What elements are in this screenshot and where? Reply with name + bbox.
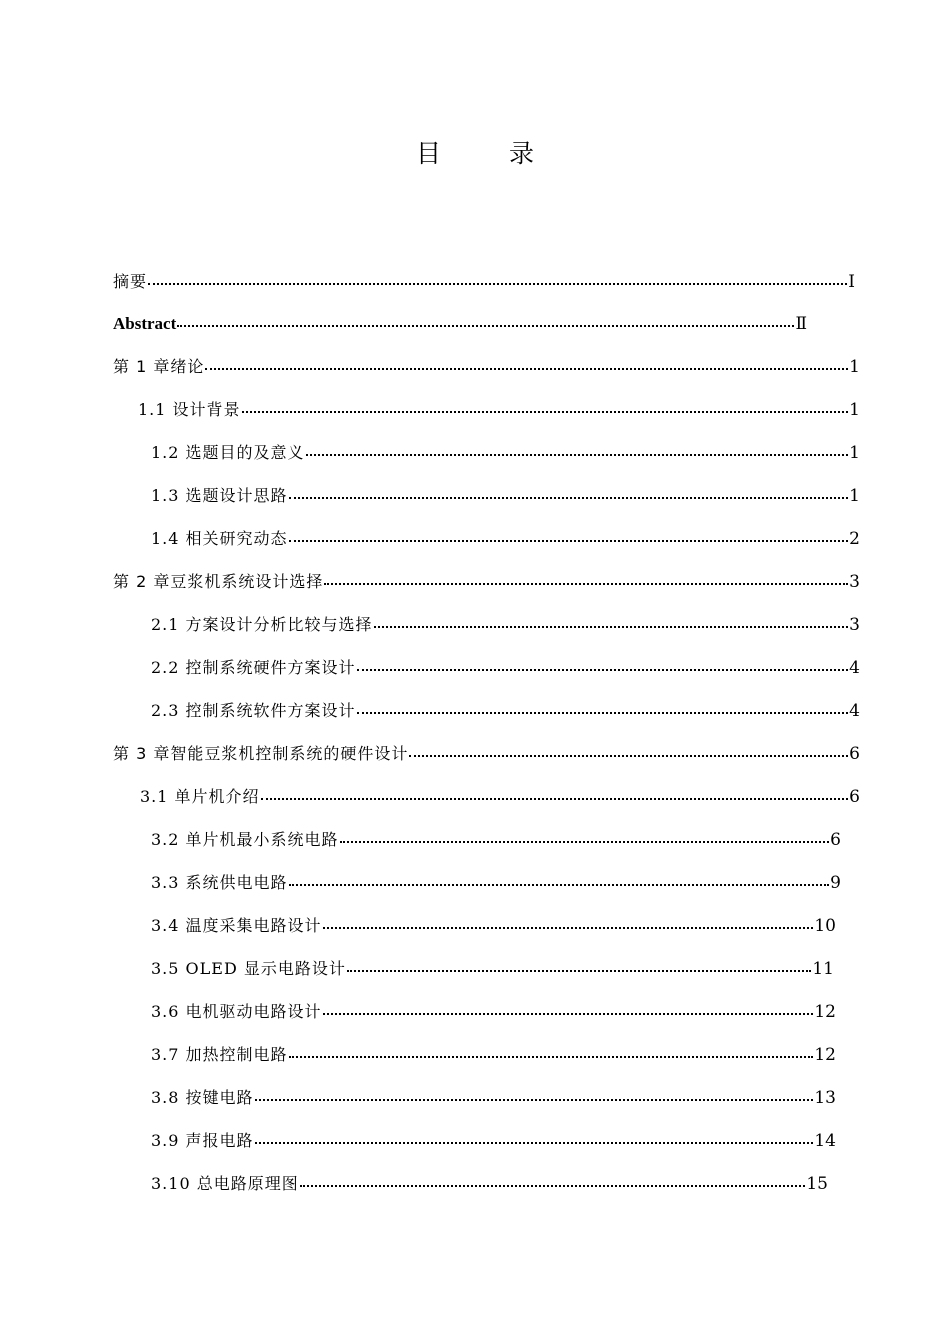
toc-entry-chapter-3[interactable] [113, 743, 860, 765]
toc-leader [300, 1175, 806, 1189]
toc-label: 3.4 温度采集电路设计 [151, 916, 322, 935]
toc-page-number: Ⅱ [795, 314, 807, 334]
toc-page-number: 3 [849, 615, 860, 635]
toc-page-number: Ⅰ [848, 272, 855, 292]
toc-leader [289, 1046, 814, 1060]
toc-label: Abstract [113, 314, 177, 333]
toc-label: 第 1 章绪论 [113, 357, 205, 376]
toc-leader [177, 315, 794, 329]
toc-page-number: 15 [806, 1174, 828, 1194]
toc-entry-3-9[interactable] [151, 1130, 836, 1152]
toc-leader [409, 745, 848, 759]
toc-label: 3.8 按键电路 [151, 1088, 254, 1107]
toc-label: 1.2 选题目的及意义 [151, 443, 305, 462]
toc-leader [323, 917, 814, 931]
toc-label: 3.7 加热控制电路 [151, 1045, 288, 1064]
toc-page-number: 6 [849, 744, 860, 764]
toc-page-number: 6 [830, 830, 841, 850]
toc-label: 3.10 总电路原理图 [151, 1174, 299, 1193]
toc-entry-3-10[interactable] [151, 1173, 828, 1195]
toc-label: 3.3 系统供电电路 [151, 873, 288, 892]
toc-entry-3-4[interactable] [151, 915, 836, 937]
toc-label: 摘要 [113, 272, 148, 291]
toc-entry-abstract-cn[interactable] [113, 271, 855, 293]
toc-entry-1-3[interactable] [151, 485, 860, 507]
toc-leader [148, 273, 847, 287]
toc-page-number: 1 [849, 443, 860, 463]
toc-page-number: 13 [814, 1088, 836, 1108]
toc-label: 2.2 控制系统硬件方案设计 [151, 658, 356, 677]
page-title: 目 录 [416, 139, 564, 168]
toc-label: 3.5 OLED 显示电路设计 [151, 959, 346, 978]
toc-leader [289, 530, 849, 544]
toc-entry-3-2[interactable] [151, 829, 841, 851]
toc-entry-3-7[interactable] [151, 1044, 836, 1066]
toc-leader [261, 788, 849, 802]
toc-page-number: 14 [814, 1131, 836, 1151]
toc-entry-3-6[interactable] [151, 1001, 836, 1023]
toc-label: 第 3 章智能豆浆机控制系统的硬件设计 [113, 744, 409, 763]
toc-leader [205, 358, 848, 372]
toc-page-number: 4 [849, 658, 860, 678]
toc-entry-abstract-en[interactable] [113, 313, 807, 335]
toc-page-number: 12 [814, 1002, 836, 1022]
toc-page-number: 4 [849, 701, 860, 721]
toc-page-number: 10 [814, 916, 836, 936]
toc-entry-3-1[interactable] [140, 786, 860, 808]
toc-label: 1.3 选题设计思路 [151, 486, 288, 505]
toc-entry-chapter-2[interactable] [113, 571, 860, 593]
toc-entry-3-3[interactable] [151, 872, 841, 894]
toc-leader [347, 960, 811, 974]
toc-leader [357, 659, 849, 673]
toc-label: 1.1 设计背景 [138, 400, 241, 419]
toc-label: 第 2 章豆浆机系统设计选择 [113, 572, 324, 591]
toc-leader [255, 1089, 814, 1103]
toc-label: 2.1 方案设计分析比较与选择 [151, 615, 373, 634]
toc-entry-1-4[interactable] [151, 528, 860, 550]
toc-entry-1-1[interactable] [138, 399, 860, 421]
toc-leader [289, 487, 849, 501]
toc-page-number: 6 [849, 787, 860, 807]
toc-leader [306, 444, 849, 458]
toc-entry-2-3[interactable] [151, 700, 860, 722]
toc-leader [323, 1003, 814, 1017]
toc-page-number: 3 [849, 572, 860, 592]
toc-entry-2-1[interactable] [151, 614, 860, 636]
toc-leader [374, 616, 849, 630]
toc-page-number: 11 [812, 959, 834, 979]
toc-leader [324, 573, 848, 587]
toc-entry-3-8[interactable] [151, 1087, 836, 1109]
toc-page-number: 12 [814, 1045, 836, 1065]
toc-label: 3.1 单片机介绍 [140, 787, 260, 806]
toc-label: 3.9 声报电路 [151, 1131, 254, 1150]
toc-entry-chapter-1[interactable] [113, 356, 860, 378]
toc-label: 2.3 控制系统软件方案设计 [151, 701, 356, 720]
toc-leader [357, 702, 849, 716]
toc-page-number: 1 [849, 357, 860, 377]
toc-page-number: 1 [849, 400, 860, 420]
toc-leader [289, 874, 830, 888]
toc-label: 3.6 电机驱动电路设计 [151, 1002, 322, 1021]
toc-leader [340, 831, 830, 845]
toc-entry-2-2[interactable] [151, 657, 860, 679]
toc-entry-1-2[interactable] [151, 442, 860, 464]
toc-page-number: 9 [830, 873, 841, 893]
toc-page-number: 1 [849, 486, 860, 506]
toc-label: 3.2 单片机最小系统电路 [151, 830, 339, 849]
toc-entry-3-5[interactable] [151, 958, 834, 980]
toc-leader [255, 1132, 814, 1146]
toc-page-number: 2 [849, 529, 860, 549]
toc-label: 1.4 相关研究动态 [151, 529, 288, 548]
toc-leader [242, 401, 849, 415]
